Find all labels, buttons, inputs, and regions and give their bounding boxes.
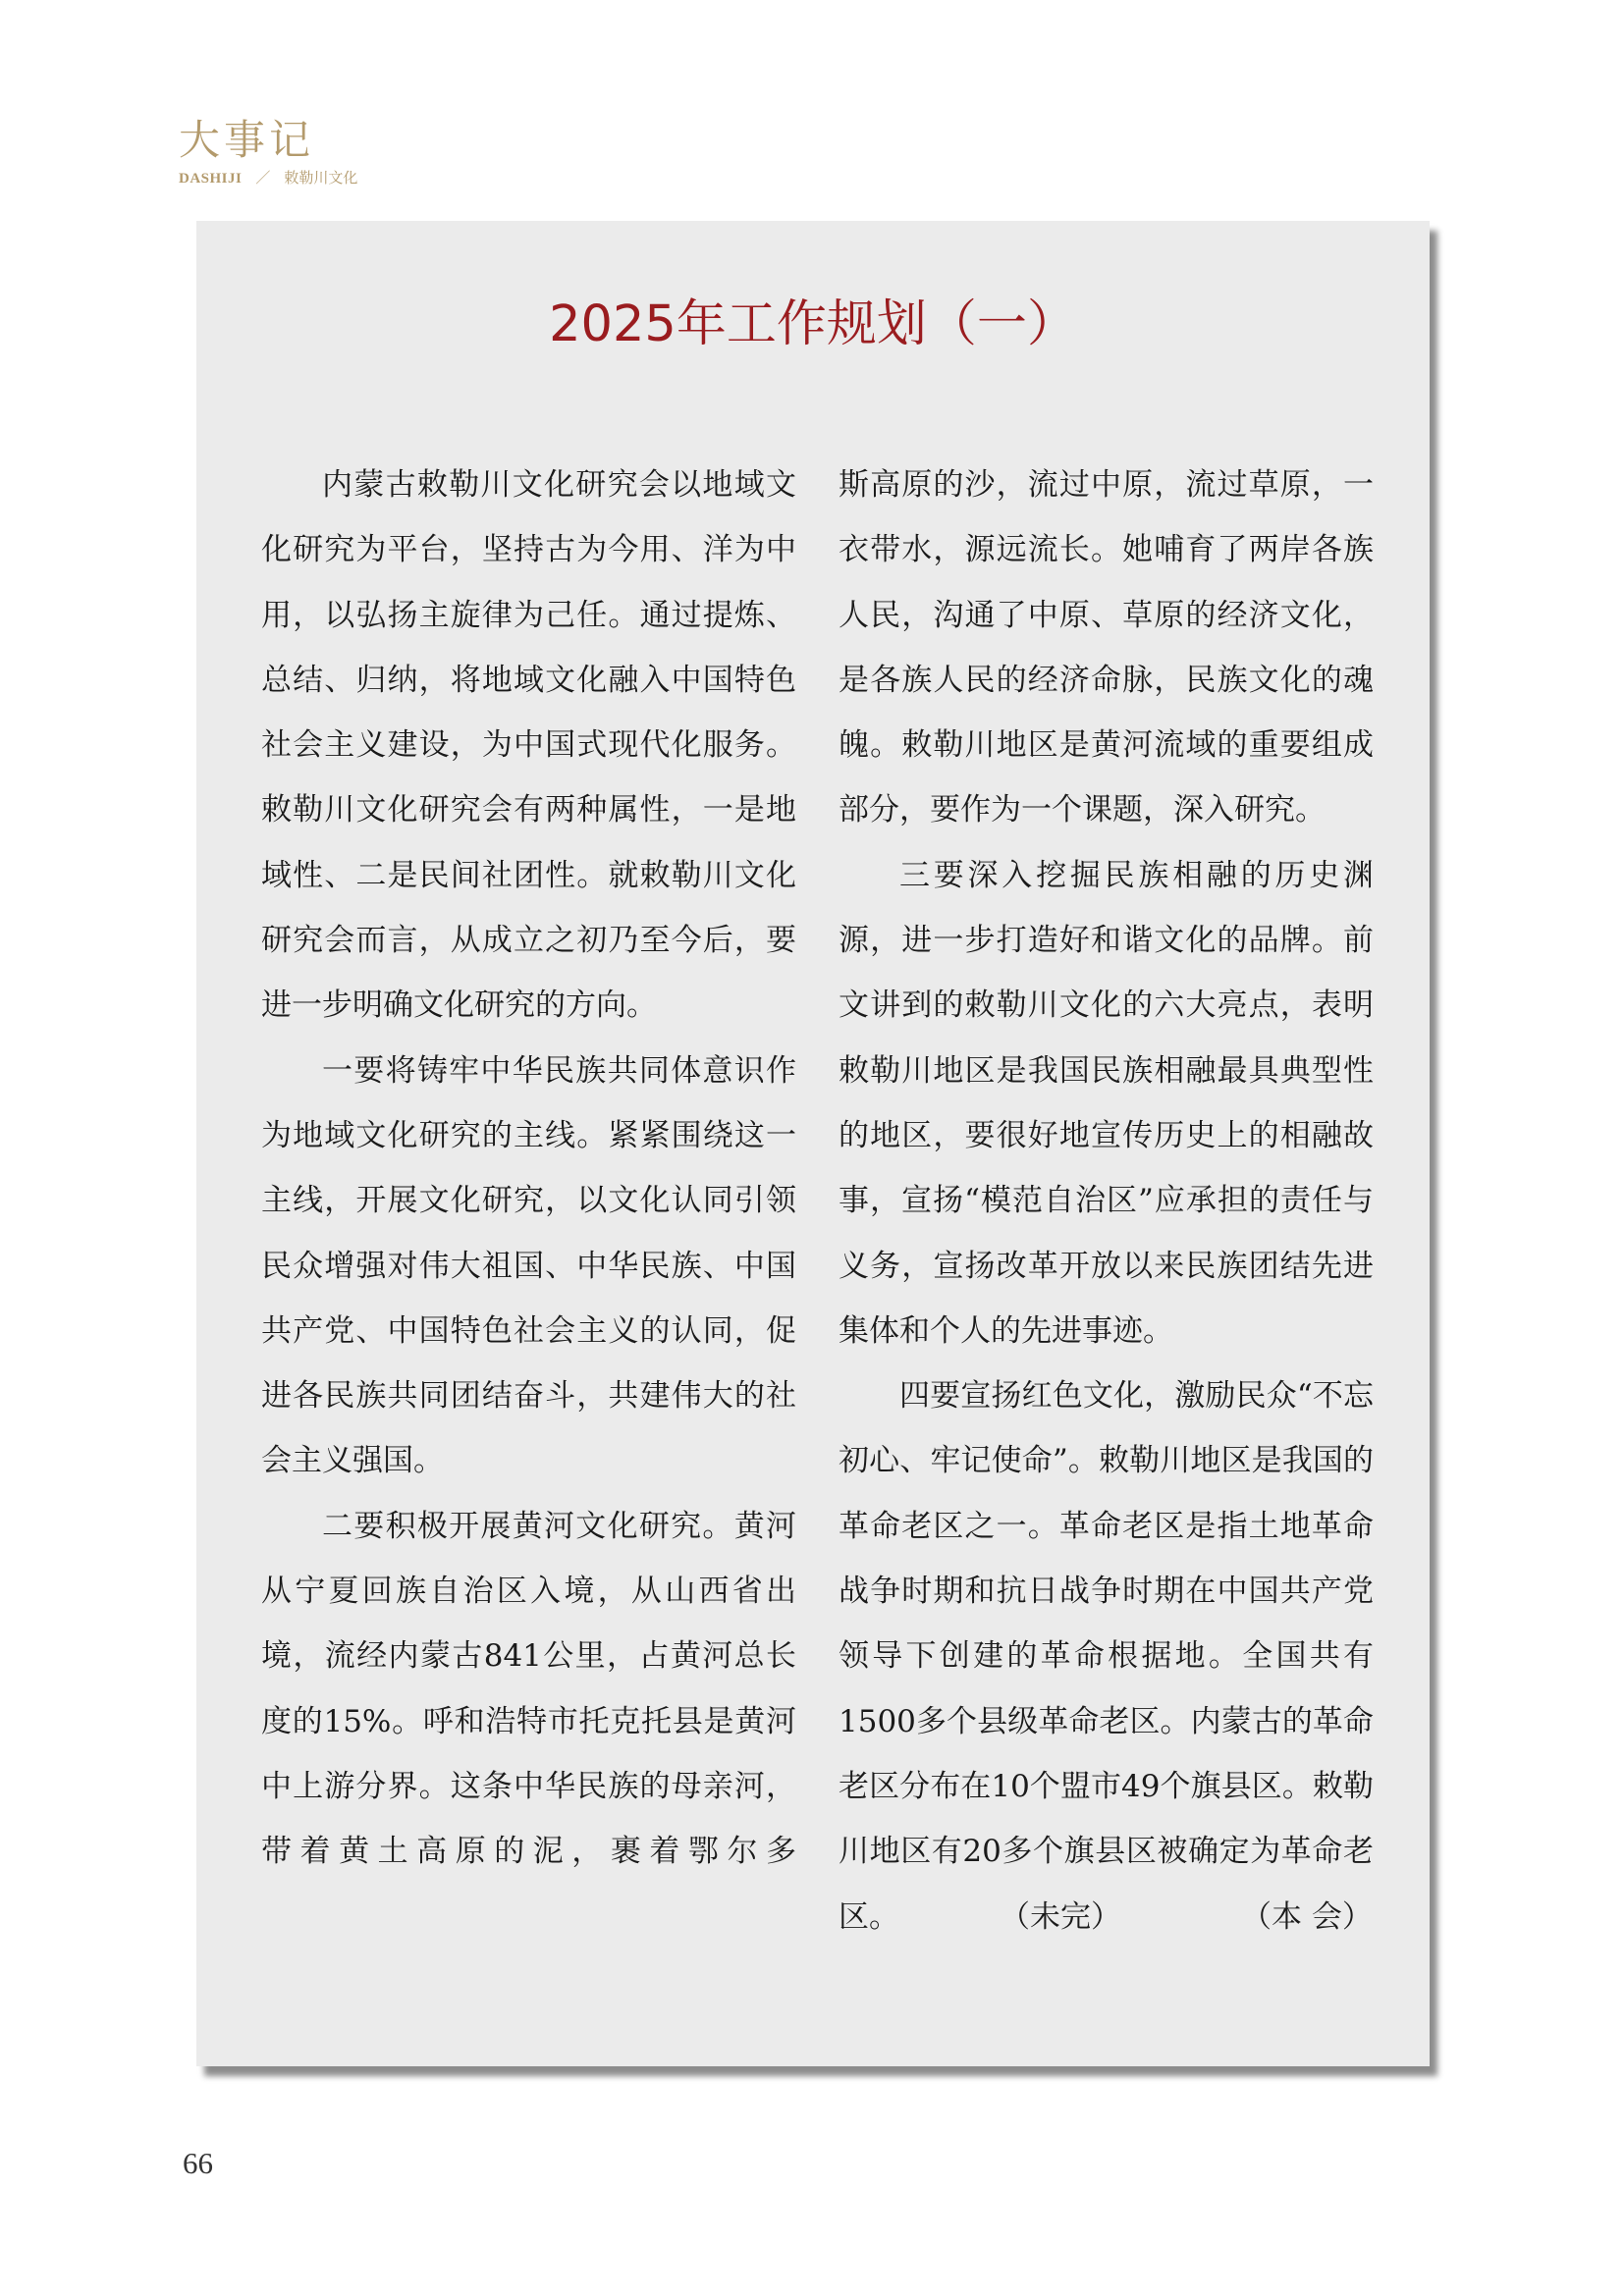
paragraph-point-two: 二要积极开展黄河文化研究。黄河从宁夏回族自治区入境，从山西省出境，流经内蒙古841公里，占黄河总长度的15%。呼和浩特市托克托县是黄河中上游分界。这条中华民族的母亲河，带着黄土高原的泥，裹着鄂尔多 <box>261 1508 796 1870</box>
section-subtitle <box>179 171 357 187</box>
article-column-right <box>839 453 1374 1949</box>
article-title: 2025年工作规划（一） <box>549 295 1077 353</box>
unfinished-note: （未完） <box>1000 1898 1121 1935</box>
paragraph-intro: 内蒙古敕勒川文化研究会以地域文化研究为平台，坚持古为今用、洋为中用，以弘扬主旋律为己任。通过提炼、总结、归纳，将地域文化融入中国特色社会主义建设，为中国式现代化服务。敕勒川文化研究会有两种属性，一是地域性、二是民间社团性。就敕勒川文化研究会而言，从成立之初乃至今后，要进一步明确文化研究的方向。 <box>261 467 796 1024</box>
author-signature: （本 会） <box>1241 1898 1373 1935</box>
section-separator: ／ <box>255 169 271 187</box>
paragraph-point-four <box>839 1363 1374 1949</box>
paragraph-point-four-text: 四要宣扬红色文化，激励民众“不忘初心、牢记使命”。敕勒川地区是我国的革命老区之一。革命老区是指土地革命战争时期和抗日战争时期在中国共产党领导下创建的革命根据地。全国共有1500多个县级革命老区。内蒙古的革命老区分布在10个盟市49个旗县区。敕勒川地区有20多个旗县区被确定为革命老区。 <box>839 1378 1374 1935</box>
page-number: 66 <box>183 2146 213 2180</box>
section-header <box>179 116 358 187</box>
paragraph-point-one: 一要将铸牢中华民族共同体意识作为地域文化研究的主线。紧紧围绕这一主线，开展文化研究，以文化认同引领民众增强对伟大祖国、中华民族、中国共产党、中国特色社会主义的认同，促进各民族共同团结奋斗，共建伟大的社会主义强国。 <box>261 1052 796 1479</box>
section-column-name: 敕勒川文化 <box>284 169 358 187</box>
paragraph-point-three: 三要深入挖掘民族相融的历史渊源，进一步打造好和谐文化的品牌。前文讲到的敕勒川文化的六大亮点，表明敕勒川地区是我国民族相融最具典型性的地区，要很好地宣传历史上的相融故事，宣扬“模范自治区”应承担的责任与义务，宣扬改革开放以来民族团结先进集体和个人的先进事迹。 <box>839 857 1374 1349</box>
article-column-left <box>261 453 796 1885</box>
paragraph-point-two-continued: 斯高原的沙，流过中原，流过草原，一衣带水，源远流长。她哺育了两岸各族人民，沟通了中原、草原的经济文化，是各族人民的经济命脉，民族文化的魂魄。敕勒川地区是黄河流域的重要组成部分，要作为一个课题，深入研究。 <box>839 467 1374 828</box>
section-title-latin: DASHIJI <box>179 171 243 187</box>
article-card <box>196 221 1430 2066</box>
section-title: 大事记 <box>179 116 315 164</box>
